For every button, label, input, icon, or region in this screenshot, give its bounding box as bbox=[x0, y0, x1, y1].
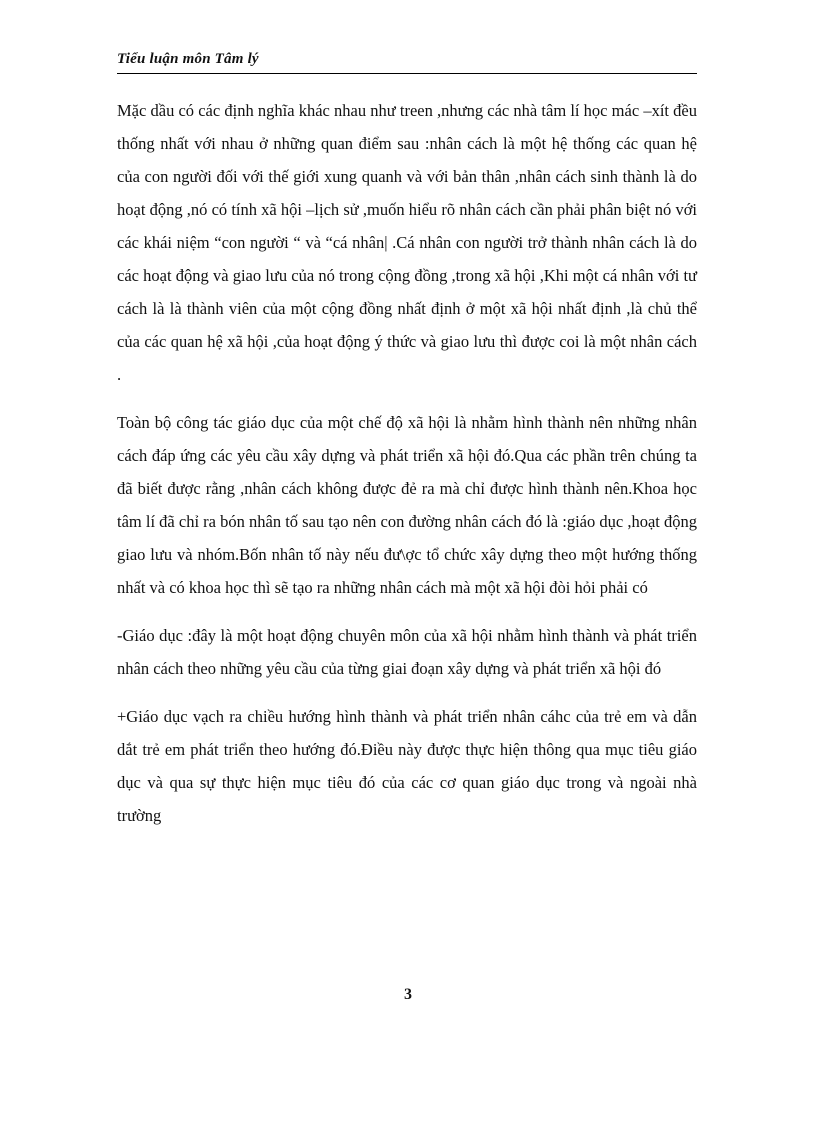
document-body bbox=[117, 94, 697, 832]
page-header bbox=[117, 48, 697, 74]
paragraph-2: Toàn bộ công tác giáo dục của một chế độ xã hội là nhằm hình thành nên những nhân cách đáp ứng các yêu cầu xây dựng và phát triển xã hội đó.Qua các phần trên chúng ta đã biết được rằng ,nhân cách không được đẻ ra mà chỉ được hình thành nên.Khoa học tâm lí đã chỉ ra bón nhân tố sau tạo nên con đường nhân cách đó là :giáo dục ,hoạt động giao lưu và nhóm.Bốn nhân tố này nếu đư\ợc tổ chức xây dựng theo một hướng thống nhất và có khoa học thì sẽ tạo ra những nhân cách mà một xã hội đòi hỏi phải có bbox=[117, 413, 697, 597]
paragraph-4: +Giáo dục vạch ra chiều hướng hình thành và phát triển nhân cáhc của trẻ em và dẫn dắt trẻ em phát triển theo hướng đó.Điều này được thực hiện thông qua mục tiêu giáo dục và qua sự thực hiện mục tiêu đó của các cơ quan giáo dục trong và ngoài nhà trường bbox=[117, 707, 697, 825]
paragraph-3: -Giáo dục :đây là một hoạt động chuyên môn của xã hội nhằm hình thành và phát triển nhân cách theo những yêu cầu của từng giai đoạn xây dựng và phát triển xã hội đó bbox=[117, 626, 697, 678]
paragraph-1: Mặc dầu có các định nghĩa khác nhau như treen ,nhưng các nhà tâm lí học mác –xít đều thống nhất với nhau ở những quan điểm sau :nhân cách là một hệ thống các quan hệ của con người đối với thế giới xung quanh và với bản thân ,nhân cách sinh thành là do hoạt động ,nó có tính xã hội –lịch sử ,muốn hiểu rõ nhân cách cần phải phân biệt nó với các khái niệm “con người “ và “cá nhân| .Cá nhân con người trở thành nhân cách là do các hoạt động và giao lưu của nó trong cộng đồng ,trong xã hội ,Khi một cá nhân với tư cách là là thành viên của một cộng đồng nhất định ở một xã hội nhất định ,là chủ thể của các quan hệ xã hội ,của hoạt động ý thức và giao lưu thì được coi là một nhân cách . bbox=[117, 101, 697, 384]
header-rule bbox=[117, 73, 697, 74]
page-number: 3 bbox=[404, 986, 412, 1003]
header-title: Tiểu luận môn Tâm lý bbox=[117, 51, 259, 67]
